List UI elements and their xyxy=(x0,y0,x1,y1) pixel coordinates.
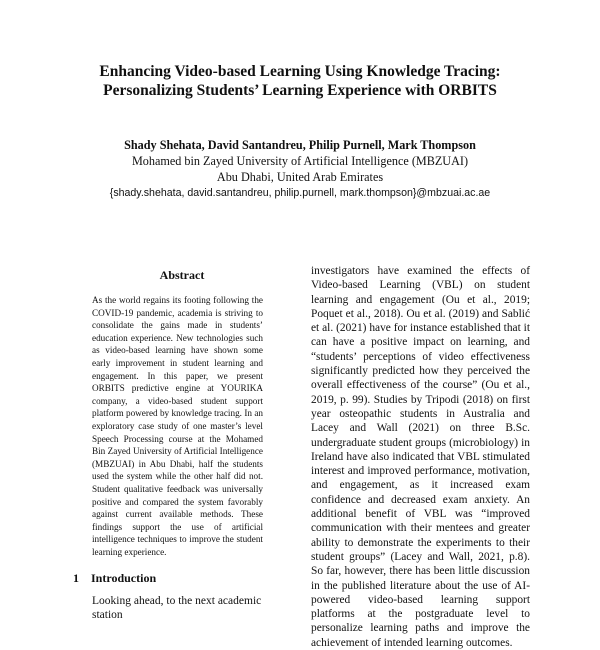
title-line-1: Enhancing Video-based Learning Using Knowledge Tracing: xyxy=(99,63,501,80)
author-block xyxy=(60,137,540,201)
location: Abu Dhabi, United Arab Emirates xyxy=(216,170,384,184)
section-number: 1 xyxy=(73,571,79,585)
title-line-2: Personalizing Students’ Learning Experience with ORBITS xyxy=(103,82,497,99)
author-emails: {shady.shehata, david.santandreu, philip.purnell, mark.thompson}@mbzuai.ac.ae xyxy=(109,187,491,199)
abstract-heading: Abstract xyxy=(159,268,205,282)
affiliation: Mohamed bin Zayed University of Artificial Intelligence (MBZUAI) xyxy=(131,154,469,168)
author-names: Shady Shehata, David Santandreu, Philip Purnell, Mark Thompson xyxy=(124,138,476,152)
paper-title xyxy=(60,62,540,100)
abstract-text: As the world regains its footing following the COVID-19 pandemic, academia is striving to consolidate the gains made in students’ education experience. New technologies such as video-based learning have shown some early improvement in student learning and engagement. In this paper, we present ORBITS predictive engine at YOURIKA company, a video-based student support platform powered by knowledge tracing. In an exploratory case study of one master’s level Speech Processing course at the Mohamed Bin Zayed University of Artificial Intelligence (MBZUAI) in Abu Dhabi, half the students used the system while the other half did not. Student qualitative feedback was universally positive and compared the system favorably against current available methods. These findings support the use of artificial intelligence techniques to improve the student learning experience. xyxy=(92,295,263,557)
introduction-first-line: Looking ahead, to the next academic station xyxy=(92,595,262,621)
right-column-text: investigators have examined the effects of Video-based Learning (VBL) on student learning and engagement (Ou et al., 2019; Poquet et al., 2018). Ou et al. (2019) and Sablić et al. (2021) have for instance established that it can have a positive impact on learning, and “students’ perceptions of video effectiveness significantly predicted how they perceived the overall effectiveness of the course” (Ou et al., 2019, p. 99). Studies by Tripodi (2018) on first year osteopathic students in Australia and Lacey and Wall (2021) on three B.Sc. undergraduate student groups (microbiology) in Ireland have also indicated that VBL stimulated interest and improved performance, motivation, and engagement, as it increased exam confidence and decreased exam anxiety. An additional benefit of VBL was “improved communication with their mentees and greater ability to demonstrate the experiments to their student groups” (Lacey and Wall, 2021, p.8). So far, however, there has been little discussion in the published literature about the use of AI-powered video-based learning support platforms at the postgraduate level to personalize learning paths and improve the achievement of intended learning outcomes. xyxy=(311,265,530,649)
section-title: Introduction xyxy=(91,571,157,585)
section-heading-introduction xyxy=(73,571,156,586)
